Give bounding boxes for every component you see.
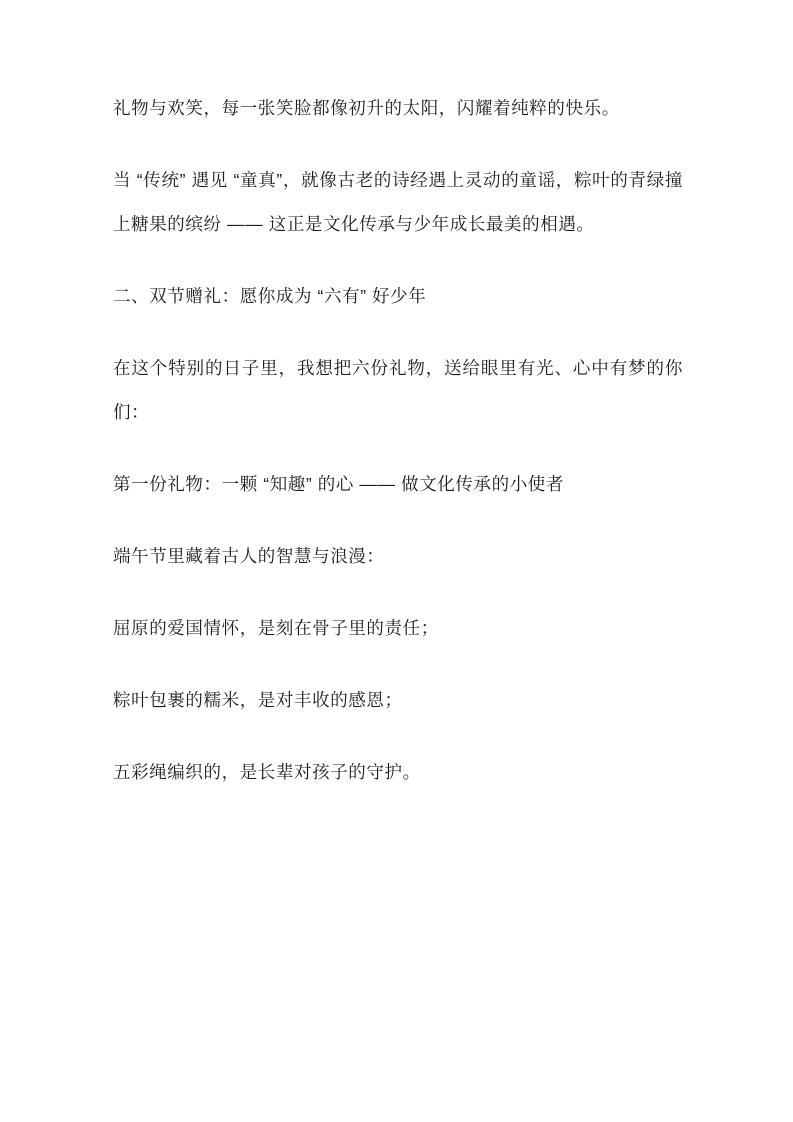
paragraph-dragon-boat-wisdom: 端午节里藏着古人的智慧与浪漫：: [113, 546, 385, 566]
paragraph-colored-rope-protection: 五彩绳编织的，是长辈对孩子的守护。: [113, 762, 421, 782]
paragraph-tradition-meets-childhood: 当 “传统” 遇见 “童真”，就像古老的诗经遇上灵动的童谣，粽叶的青绿撞上糖果的缤纷 —— 这正是文化传承与少年成长最美的相遇。: [113, 170, 683, 234]
paragraph-gift-one-title: 第一份礼物：一颗 “知趣” 的心 —— 做文化传承的小使者: [113, 474, 565, 494]
document-body: [113, 86, 683, 794]
paragraph-six-gifts-intro: 在这个特别的日子里，我想把六份礼物，送给眼里有光、心中有梦的你们：: [113, 358, 683, 422]
heading-section-two: 二、双节赠礼：愿你成为 “六有” 好少年: [113, 286, 427, 306]
paragraph-quyuan-patriotism: 屈原的爱国情怀，是刻在骨子里的责任；: [113, 618, 439, 638]
paragraph-gifts-and-laughter: 礼物与欢笑，每一张笑脸都像初升的太阳，闪耀着纯粹的快乐。: [113, 98, 620, 118]
paragraph-zongzi-gratitude: 粽叶包裹的糯米，是对丰收的感恩；: [113, 690, 403, 710]
